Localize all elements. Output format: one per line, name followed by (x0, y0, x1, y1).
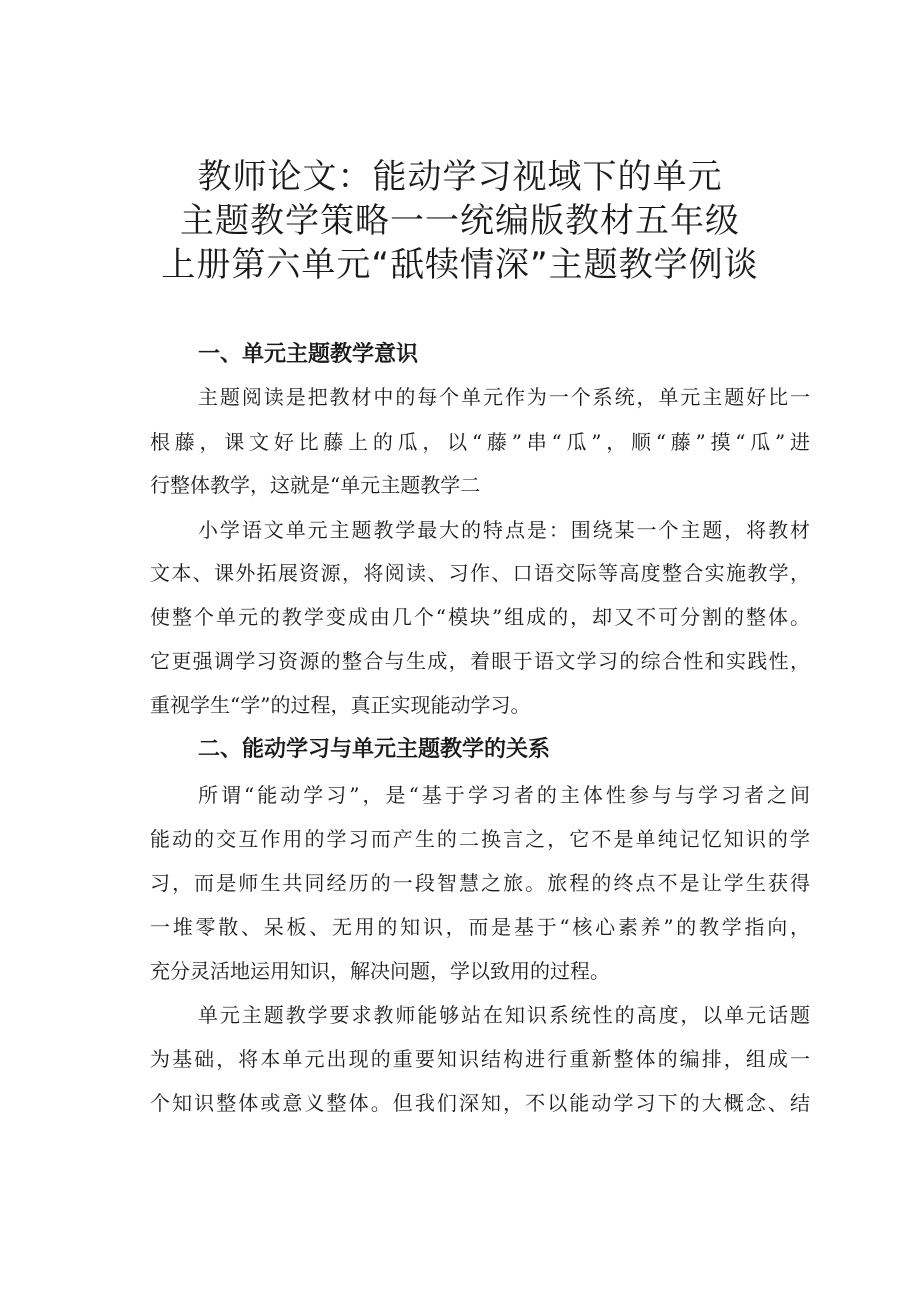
paragraph-line: 一堆零散、呆板、无用的知识，而是基于“核心素养”的教学指向， (150, 915, 810, 939)
paragraph-line: 重视学生“学”的过程，真正实现能动学习。 (150, 693, 531, 717)
paragraph-line: 单元主题教学要求教师能够站在知识系统性的高度，以单元话题 (198, 1003, 810, 1027)
paragraph-line: 主题阅读是把教材中的每个单元作为一个系统，单元主题好比一 (198, 385, 810, 409)
paragraph-line: 小学语文单元主题教学最大的特点是：围绕某一个主题，将教材 (198, 518, 810, 542)
paragraph-line: 它更强调学习资源的整合与生成，着眼于语文学习的综合性和实践性， (150, 649, 810, 673)
paragraph-line: 行整体教学，这就是“单元主题教学二 (150, 473, 481, 497)
paragraph-line: 文本、课外拓展资源，将阅读、习作、口语交际等高度整合实施教学， (150, 561, 810, 585)
title-line-3: 上册第六单元“舐犊情深”主题教学例谈 (161, 245, 759, 285)
section-heading-1: 一、单元主题教学意识 (198, 342, 419, 367)
paragraph-line: 使整个单元的教学变成由几个“模块”组成的，却又不可分割的整体。 (150, 605, 810, 629)
title-line-1: 教师论文：能动学习视域下的单元 (197, 157, 723, 197)
paragraph-line: 根藤，课文好比藤上的瓜，以“藤”串“瓜”，顺“藤”摸“瓜”进 (150, 430, 810, 454)
paragraph-line: 个知识整体或意义整体。但我们深知，不以能动学习下的大概念、结 (150, 1091, 810, 1115)
paragraph-line: 能动的交互作用的学习而产生的二换言之，它不是单纯记忆知识的学 (150, 827, 810, 851)
paragraph-line: 为基础，将本单元出现的重要知识结构进行重新整体的编排，组成一 (150, 1047, 810, 1071)
section-heading-2: 二、能动学习与单元主题教学的关系 (198, 737, 551, 762)
paragraph-line: 充分灵活地运用知识，解决问题，学以致用的过程。 (150, 959, 610, 983)
title-line-2: 主题教学策略一一统编版教材五年级 (180, 201, 740, 241)
paragraph-line: 习，而是师生共同经历的一段智慧之旅。旅程的终点不是让学生获得 (150, 871, 810, 895)
paragraph-line: 所谓“能动学习”，是“基于学习者的主体性参与与学习者之间 (198, 783, 810, 807)
